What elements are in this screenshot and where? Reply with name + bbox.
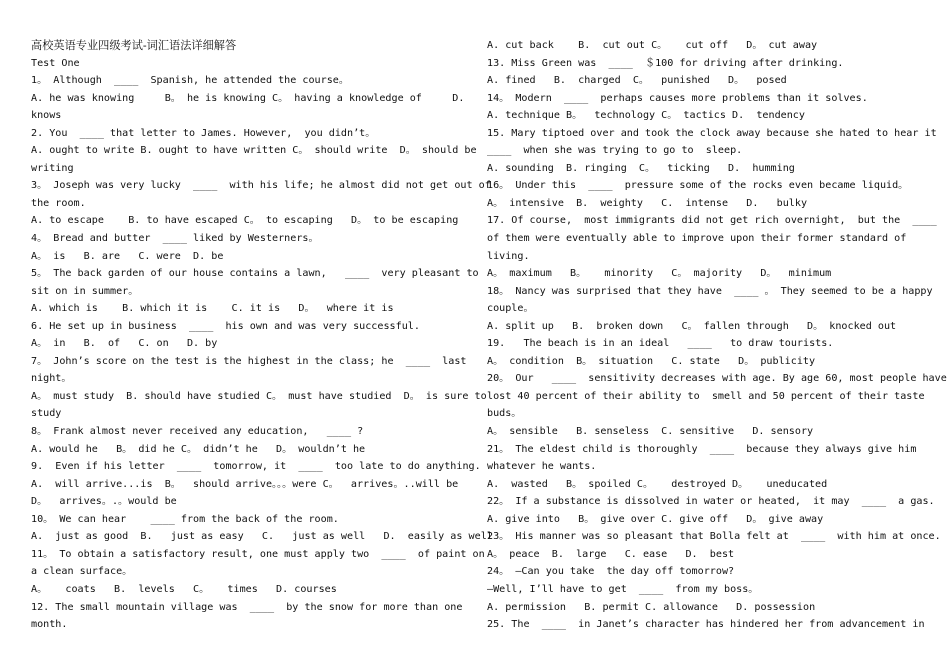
text-line: 5。 The back garden of our house contains a lawn, ____ very pleasant to bbox=[31, 268, 479, 280]
text-line: 21。 The eldest child is thoroughly ____ because they always give him bbox=[487, 443, 917, 455]
text-line: ____ when she was trying to go to sleep. bbox=[487, 145, 743, 157]
text-line: whatever he wants. bbox=[487, 461, 597, 473]
text-line: 9. Even if his letter ____ tomorrow, it ____ too late to do anything. bbox=[31, 461, 481, 473]
text-line: A. split up B. broken down C。 fallen through D。 knocked out bbox=[487, 320, 897, 332]
text-line: writing bbox=[31, 162, 74, 174]
text-line: 3。 Joseph was very lucky ____ with his life; he almost did not get out of bbox=[31, 180, 491, 192]
text-line: knows bbox=[31, 110, 62, 122]
text-line: 8。 Frank almost never received any education, ____ ? bbox=[31, 426, 364, 438]
text-line: sit on in summer。 bbox=[31, 285, 139, 297]
text-line: living. bbox=[487, 250, 530, 262]
text-line: A. fined B. charged C。 punished D。 posed bbox=[487, 75, 787, 87]
text-line: lost 40 percent of their ability to smell and 50 percent of their taste bbox=[487, 390, 925, 402]
text-line: A. he was knowing B。 he is knowing C。 having a knowledge of D. bbox=[31, 92, 465, 104]
document-title: 高校英语专业四级考试-词汇语法详细解答 bbox=[31, 39, 237, 52]
text-line: A。 maximum B。 minority C。 majority D。 minimum bbox=[487, 268, 832, 280]
text-line: A。 coats B. levels C。 times D. courses bbox=[31, 583, 337, 595]
text-line: A. sounding B. ringing C。 ticking D. humming bbox=[487, 162, 795, 174]
text-line: couple。 bbox=[487, 303, 534, 315]
text-line: 14。 Modern ____ perhaps causes more problems than it solves. bbox=[487, 92, 868, 104]
text-line: 25. The ____ in Janet’s character has hindered her from advancement in bbox=[487, 619, 925, 631]
text-line: 18。 Nancy was surprised that they have ____ 。 They seemed to be a happy bbox=[487, 285, 933, 297]
text-line: 15. Mary tiptoed over and took the clock away because she hated to hear it bbox=[487, 127, 937, 139]
text-line: A. will arrive...is B。 should arrive。。。were C。 arrives。..will be bbox=[31, 478, 459, 490]
text-line: A。 is B. are C. were D. be bbox=[31, 250, 224, 262]
text-line: A. wasted B。 spoiled C。 destroyed D。 uneducated bbox=[487, 478, 828, 490]
text-line: A。 sensible B. senseless C. sensitive D. sensory bbox=[487, 426, 814, 438]
text-line: 10。 We can hear ____ from the back of the room. bbox=[31, 513, 339, 525]
text-line: 22。 If a substance is dissolved in water or heated, it may ____ a gas. bbox=[487, 496, 935, 508]
text-line: 24。 —Can you take the day off tomorrow? bbox=[487, 566, 735, 578]
text-line: A. permission B. permit C. allowance D. possession bbox=[487, 601, 816, 613]
text-line: A。 peace B. large C. ease D. best bbox=[487, 548, 735, 560]
text-line: month. bbox=[31, 619, 68, 631]
text-line: 11。 To obtain a satisfactory result, one must apply two ____ of paint on bbox=[31, 548, 485, 560]
text-line: —Well, I’ll have to get ____ from my boss。 bbox=[487, 583, 759, 595]
text-line: 13. Miss Green was ____ ＄100 for driving after drinking. bbox=[487, 57, 844, 69]
text-line: 1。 Although ____ Spanish, he attended the course。 bbox=[31, 75, 349, 87]
text-line: 2. You ____ that letter to James. However, you didn’t。 bbox=[31, 127, 376, 139]
right-column bbox=[487, 37, 947, 634]
text-line: A. ought to write B. ought to have written C。 should write D。 should be bbox=[31, 145, 477, 157]
text-line: 17. Of course, most immigrants did not get rich overnight, but the ____ bbox=[487, 215, 937, 227]
text-line: the room. bbox=[31, 197, 86, 209]
text-line: 7。 John’s score on the test is the highest in the class; he ____ last bbox=[31, 355, 467, 367]
text-line: A。 must study B. should have studied C。 must have studied D。 is sure to bbox=[31, 390, 487, 402]
text-line: A. give into B。 give over C. give off D。 give away bbox=[487, 513, 824, 525]
text-line: A. would he B。 did he C。 didn’t he D。 wouldn’t he bbox=[31, 443, 366, 455]
text-line: buds。 bbox=[487, 408, 522, 420]
text-line: 6. He set up in business ____ his own and was very successful. bbox=[31, 320, 420, 332]
text-line: Test One bbox=[31, 57, 80, 69]
text-line: D。 arrives。.。would be bbox=[31, 496, 177, 508]
text-line: A. which is B. which it is C. it is D。 where it is bbox=[31, 303, 394, 315]
left-text-block bbox=[31, 55, 493, 634]
text-line: A。 intensive B. weighty C. intense D. bulky bbox=[487, 197, 808, 209]
text-line: 23。 His manner was so pleasant that Bolla felt at ____ with him at once. bbox=[487, 531, 941, 543]
text-line: 20。 Our ____ sensitivity decreases with age. By age 60, most people have bbox=[487, 373, 947, 385]
text-line: a clean surface。 bbox=[31, 566, 133, 578]
text-line: A. just as good B. just as easy C. just as well D. easily as well bbox=[31, 531, 493, 543]
text-line: A。 condition B。 situation C. state D。 publicity bbox=[487, 355, 816, 367]
text-line: A. cut back B. cut out C。 cut off D。 cut away bbox=[487, 40, 818, 51]
text-line: night。 bbox=[31, 373, 72, 385]
left-column bbox=[31, 37, 493, 634]
text-line: of them were eventually able to improve upon their former standard of bbox=[487, 233, 907, 245]
text-line: A。 in B. of C. on D. by bbox=[31, 338, 218, 350]
text-line: 16。 Under this ____ pressure some of the rocks even became liquid。 bbox=[487, 180, 909, 192]
text-line: study bbox=[31, 408, 62, 420]
text-line: A. technique B。 technology C。 tactics D. tendency bbox=[487, 110, 805, 122]
text-line: 12. The small mountain village was ____ by the snow for more than one bbox=[31, 601, 463, 613]
text-line: 4。 Bread and butter ____ liked by Westerners。 bbox=[31, 233, 319, 245]
text-line: 19. The beach is in an ideal ____ to draw tourists. bbox=[487, 338, 834, 350]
text-line: A. to escape B. to have escaped C。 to escaping D。 to be escaping bbox=[31, 215, 459, 227]
right-text-block bbox=[487, 37, 947, 634]
